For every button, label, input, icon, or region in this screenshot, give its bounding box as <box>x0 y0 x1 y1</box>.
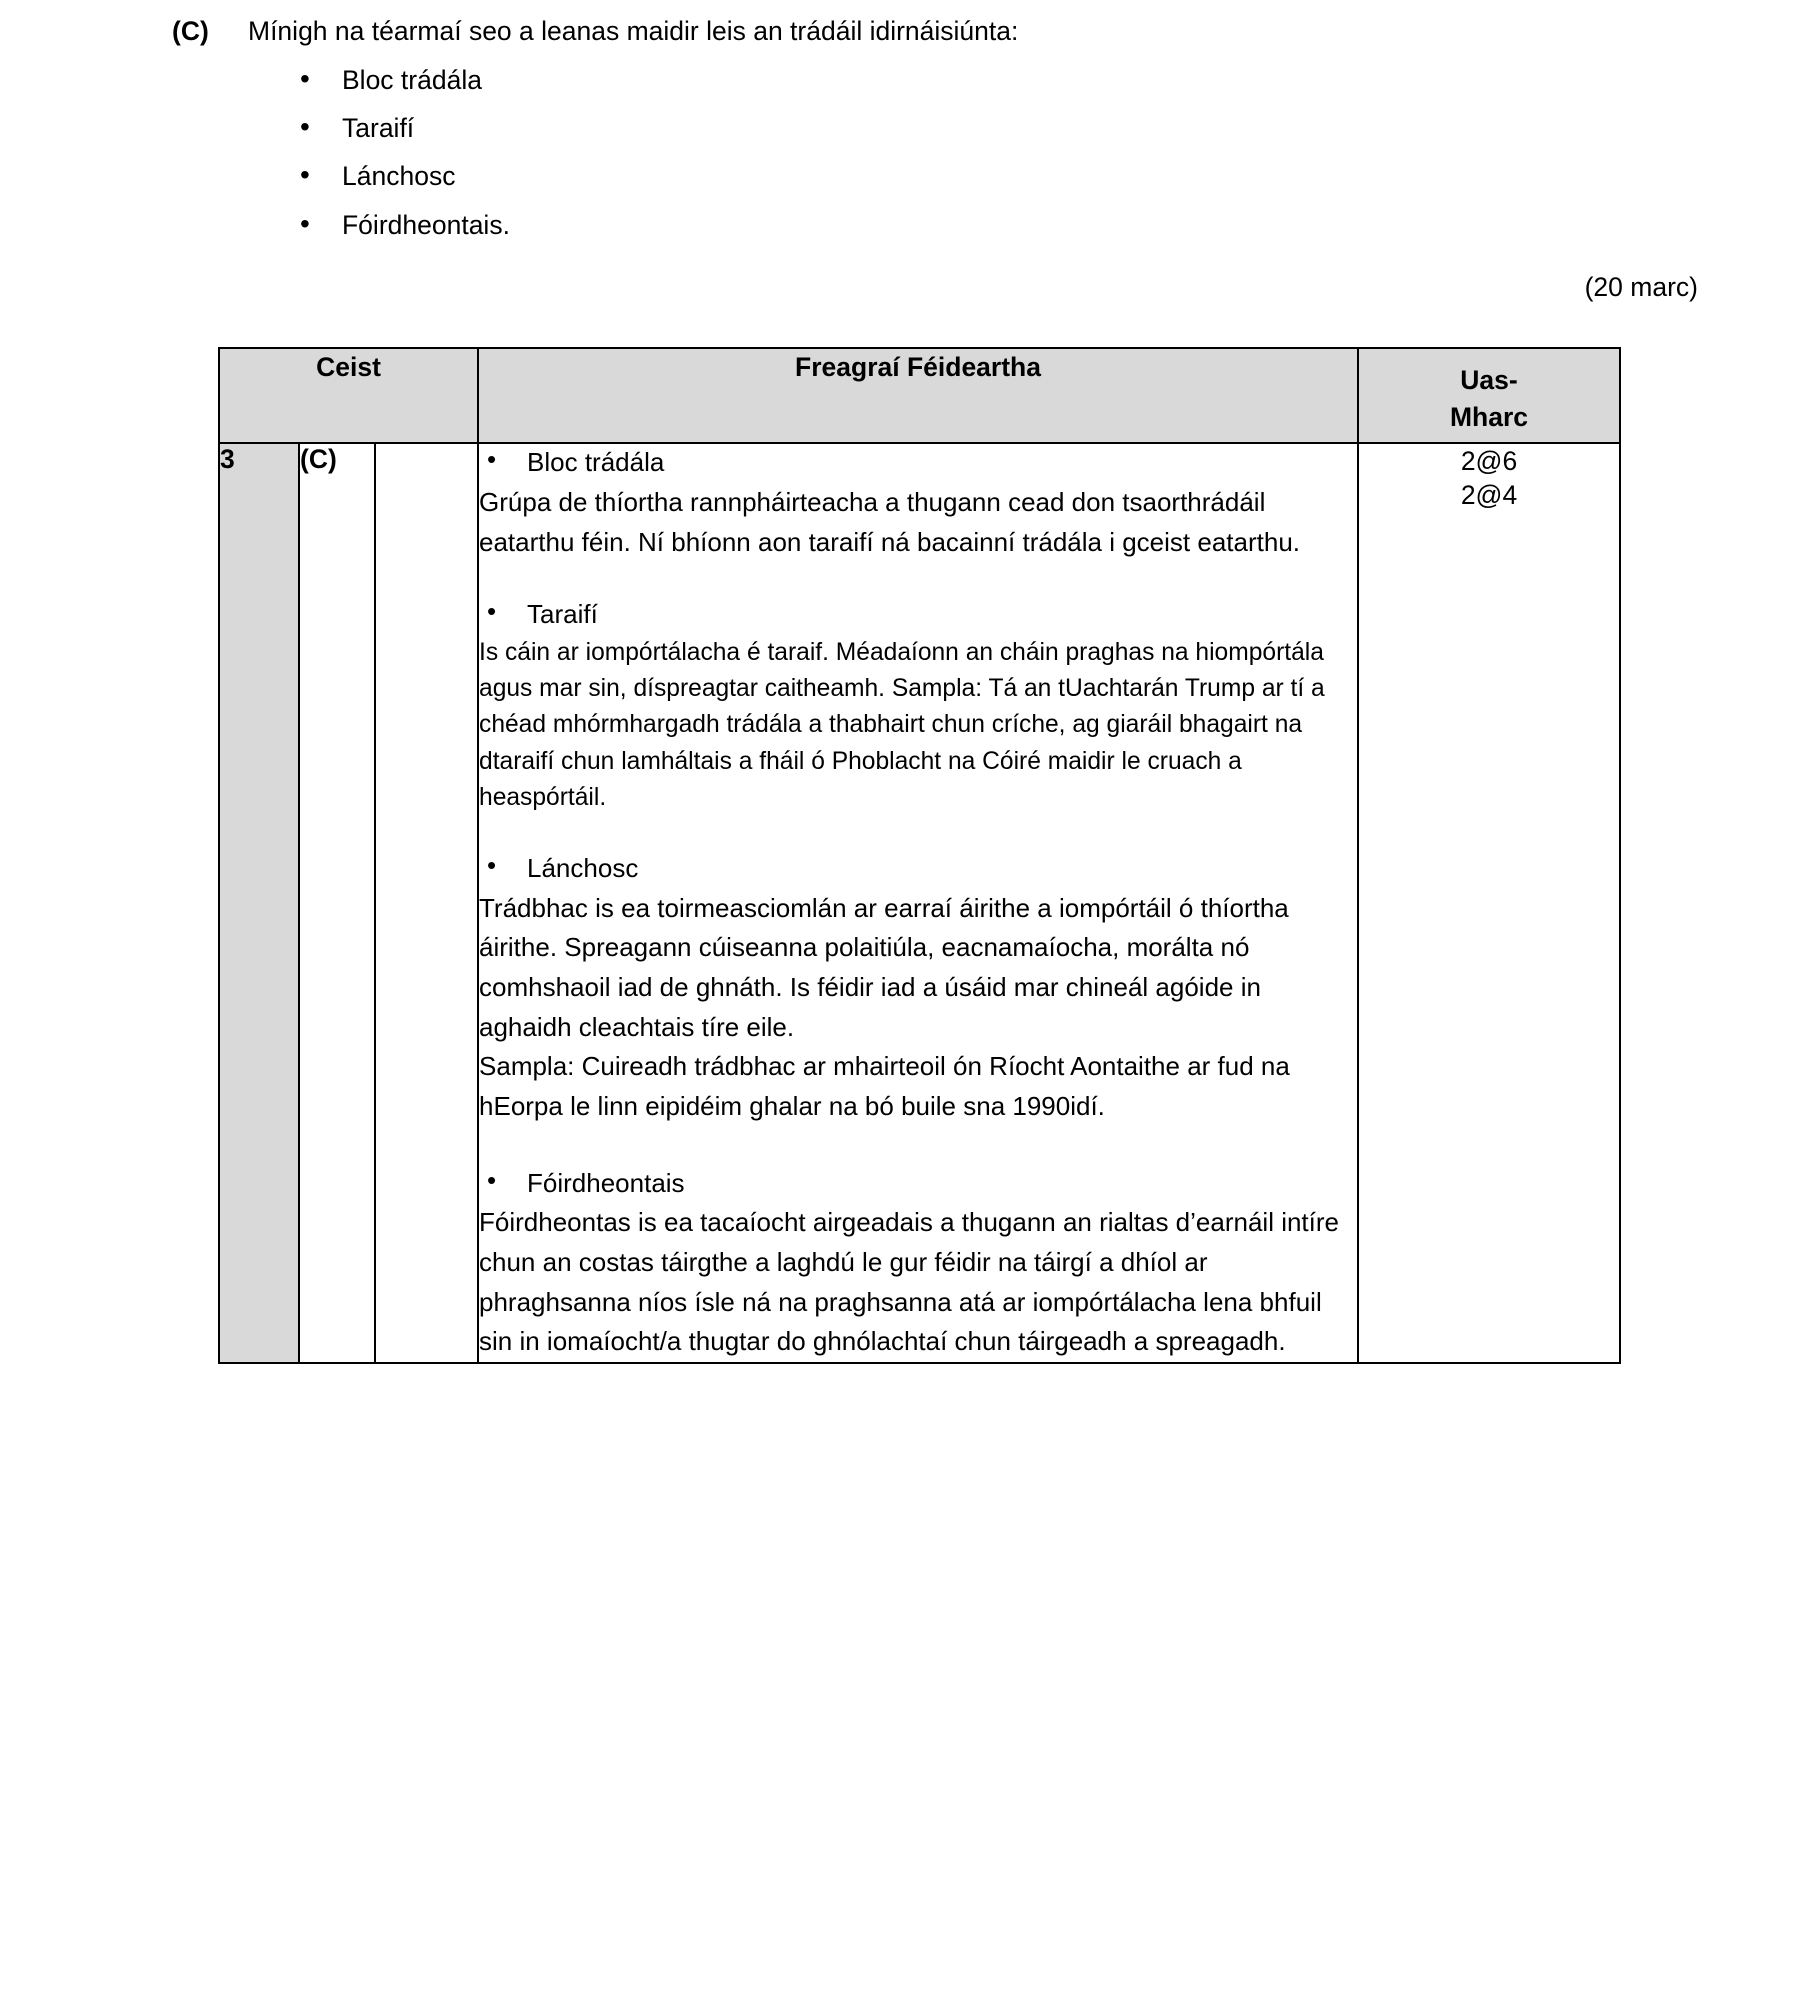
total-marks-note: (20 marc) <box>1584 272 1698 303</box>
answer-bullet-heading: • Lánchosc <box>479 850 1357 887</box>
answer-paragraph: Is cáin ar iompórtálacha é taraif. Méadaíonn an cháin praghas na hiompórtála agus mar sin, díspreagtar caitheamh. Sampla: Tá an tUachtarán Trump ar tí a chéad mhórmhargadh trádála a thabhairt chun críche, ag giaráil bhagairt na dtaraifí chun lamháltais a fháil ó Phoblacht na Cóiré maidir le cruach a heaspórtáil. <box>479 639 1325 811</box>
list-item: • Bloc trádála <box>300 63 1818 97</box>
list-item: • Taraifí <box>300 111 1818 145</box>
question-stem <box>0 0 1818 50</box>
answer-item-taraifi <box>479 596 1357 816</box>
uas-mharc-line-1: Uas- <box>1460 365 1518 395</box>
answer-item-bloc-tradala <box>479 444 1357 562</box>
uas-mharc-line-2: Mharc <box>1449 401 1529 432</box>
answer-bullet-heading: • Fóirdheontais <box>479 1165 1357 1202</box>
answer-paragraph: Fóirdheontas is ea tacaíocht airgeadais a thugann an rialtas d’earnáil intíre chun an costas táirgthe a laghdú le gur féidir na táirgí a dhíol ar phraghsanna níos ísle ná na praghsanna atá ar iompórtálacha lena bhfuil sin in iomaíocht/a thugtar do ghnólachtaí chun táirgeadh a spreagadh. <box>479 1207 1339 1357</box>
spacer <box>479 562 1357 596</box>
spacer <box>479 816 1357 850</box>
table-header-row <box>219 348 1620 443</box>
mark-allocation-line: 2@4 <box>1460 480 1518 511</box>
table-row <box>219 443 1620 1363</box>
marking-scheme-table-wrapper <box>218 347 1619 1364</box>
question-bullet-list <box>0 50 1818 243</box>
spacer <box>479 1127 1357 1165</box>
cell-question-subpart <box>375 443 478 1363</box>
answer-paragraph: Trádbhac is ea toirmeasciomlán ar earraí áirithe a iompórtáil ó thíortha áirithe. Spreagann cúiseanna polaitiúla, eacnamaíocha, morálta nó comhshaoil iad de ghnáth. Is féidir iad a úsáid mar chineál agóide in aghaidh cleachtais tíre eile. <box>479 892 1289 1042</box>
cell-marks <box>1358 443 1620 1363</box>
question-part-label: (C) <box>172 16 209 46</box>
list-item: • Fóirdheontais. <box>300 208 1818 242</box>
answer-bullet-heading: • Taraifí <box>479 596 1357 633</box>
marking-scheme-table <box>218 347 1621 1364</box>
answer-paragraph-example: Sampla: Cuireadh trádbhac ar mhairteoil ón Ríocht Aontaithe ar fud na hEorpa le linn eipidéim ghalar na bó buile sna 1990idí. <box>479 1051 1290 1121</box>
answer-item-lanchosc <box>479 850 1357 1127</box>
column-header-ceist: Ceist <box>219 348 478 443</box>
answer-bullet-heading: • Bloc trádála <box>479 444 1357 481</box>
mark-allocation-line: 2@6 <box>1460 446 1518 476</box>
question-stem-text: Mínigh na téarmaí seo a leanas maidir leis an trádáil idirnáisiúnta: <box>248 16 1019 46</box>
column-header-freagrai-feideartha: Freagraí Féideartha <box>478 348 1358 443</box>
answer-item-foirdheontais <box>479 1165 1357 1362</box>
cell-question-number: 3 <box>219 443 299 1363</box>
question-block <box>0 0 1818 303</box>
list-item: • Lánchosc <box>300 159 1818 193</box>
answer-paragraph: Grúpa de thíortha rannpháirteacha a thugann cead don tsaorthrádáil eatarthu féin. Ní bhíonn aon taraifí ná bacainní trádála i gceist eatarthu. <box>479 486 1300 557</box>
cell-question-part: (C) <box>299 443 375 1363</box>
cell-answer-content <box>478 443 1358 1363</box>
column-header-uas-mharc <box>1358 348 1620 443</box>
